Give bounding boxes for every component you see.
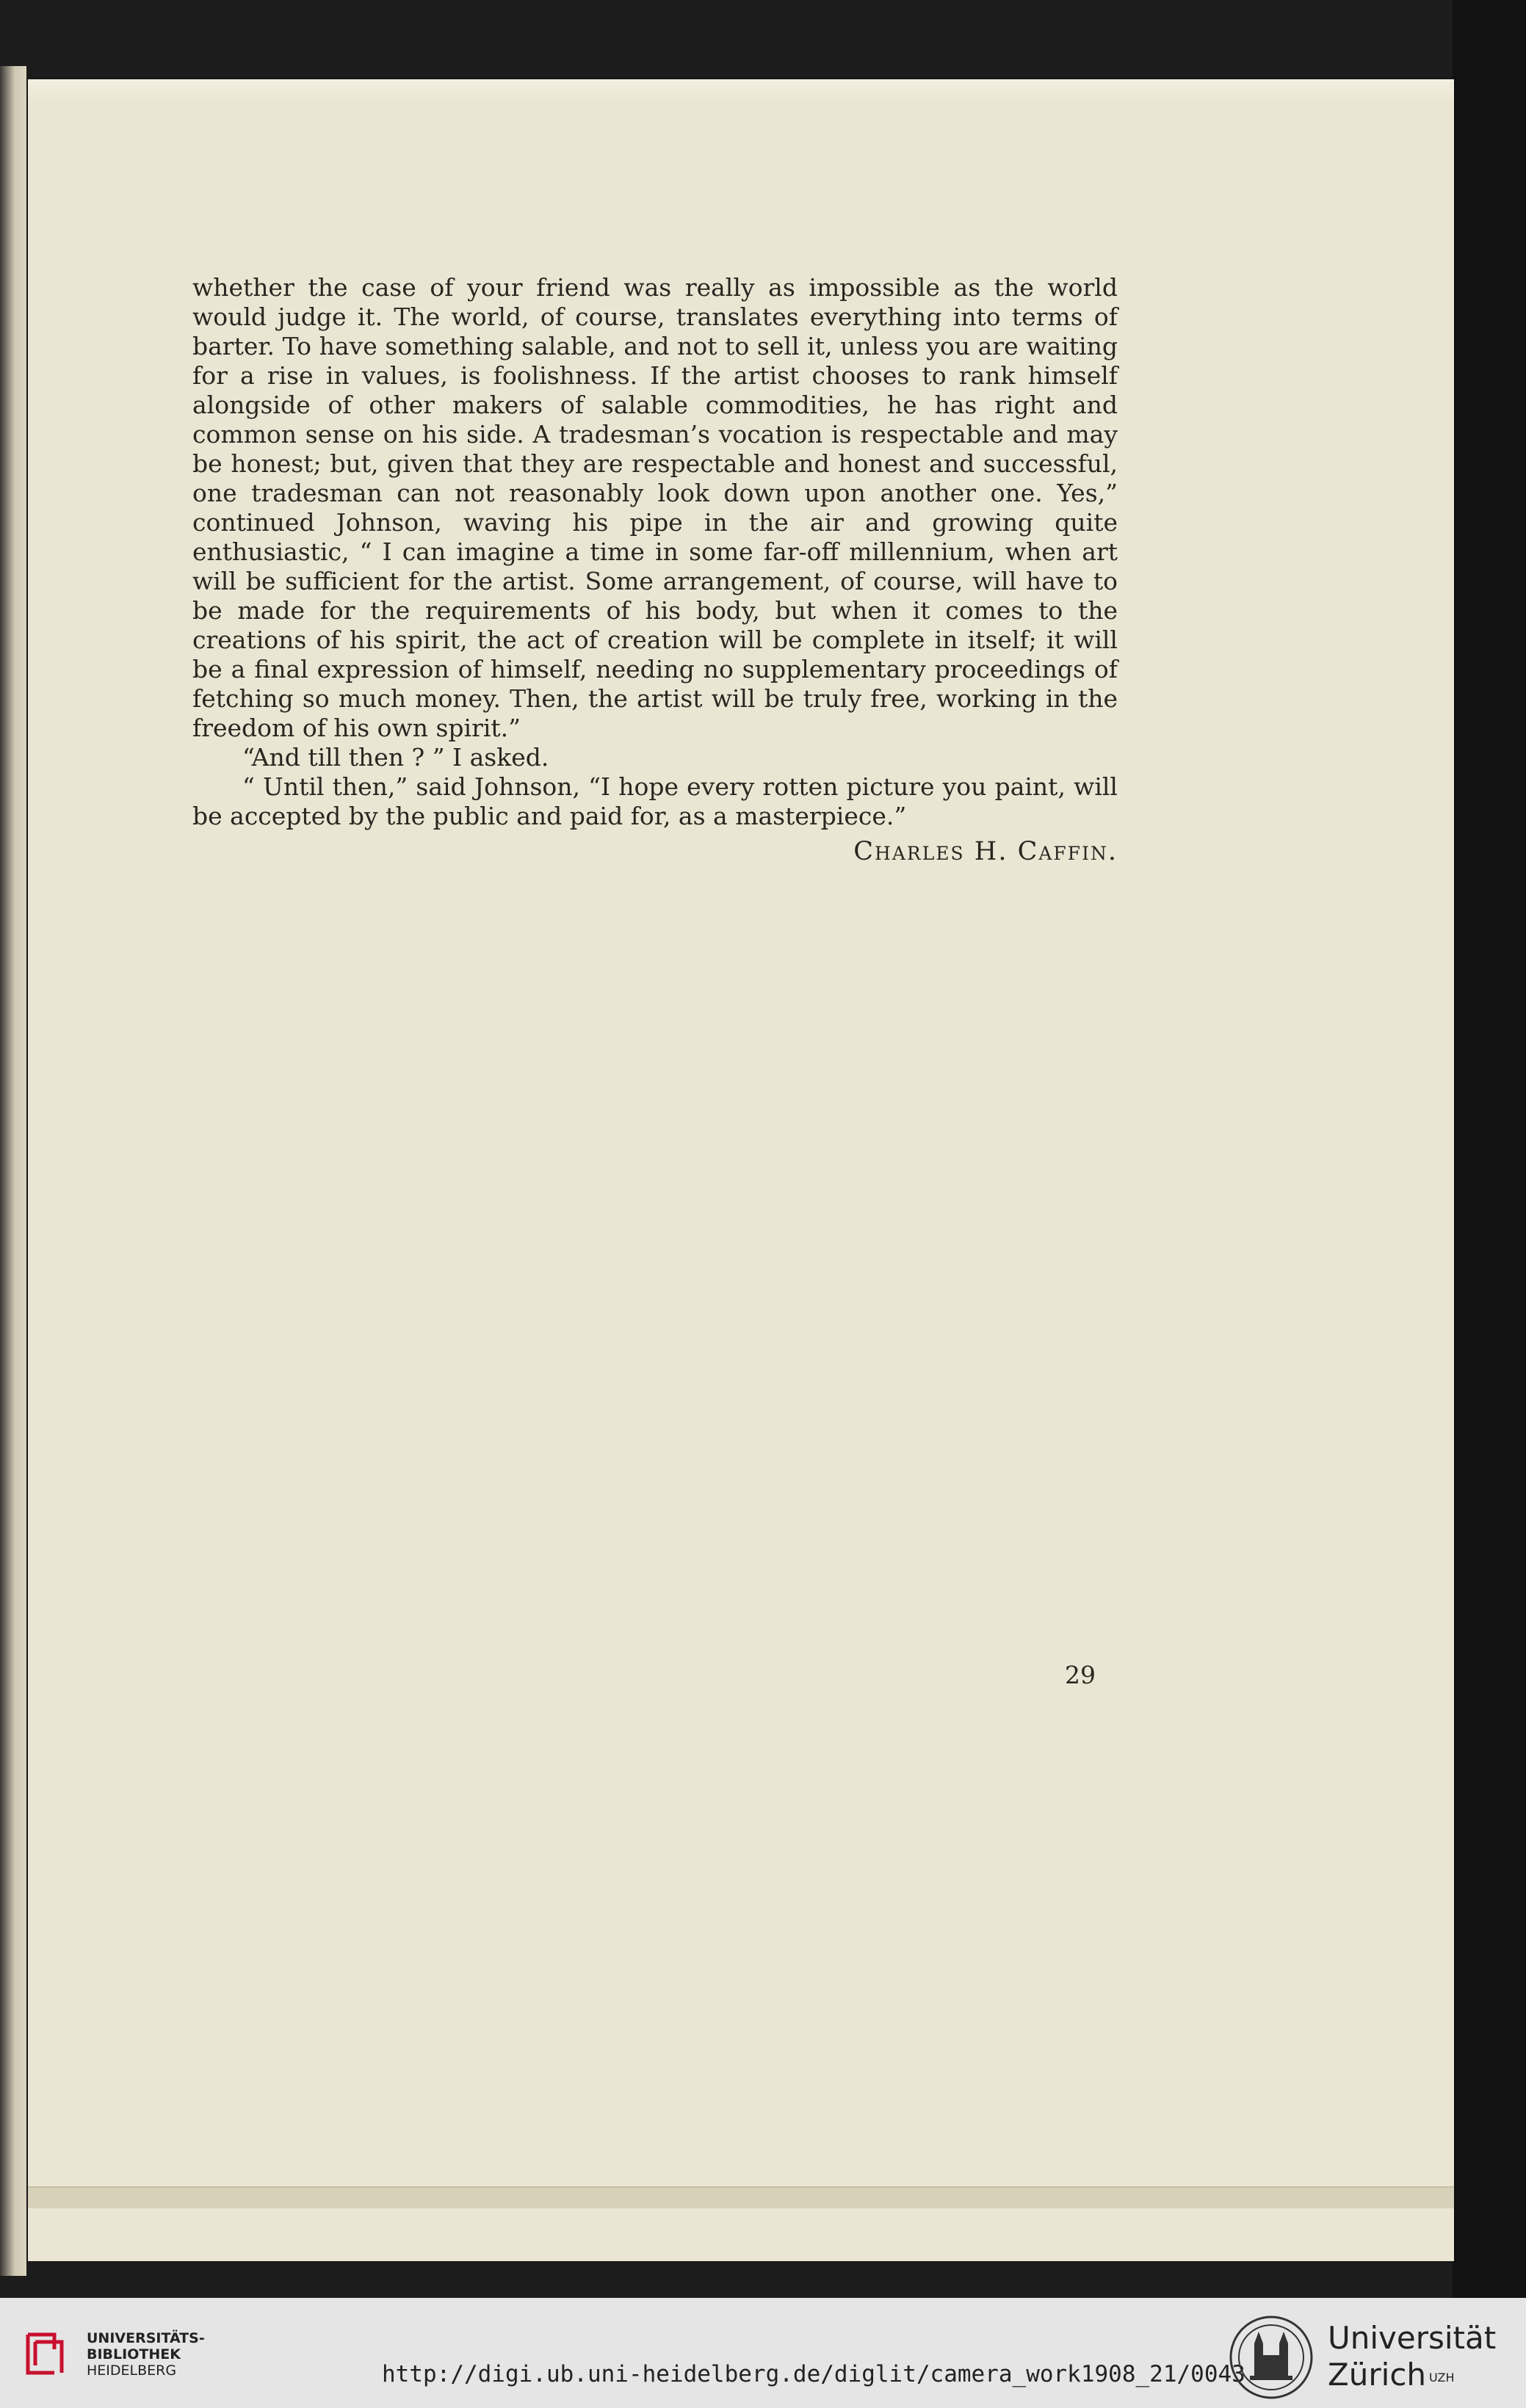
paragraph: whether the case of your friend was really as impossible as the world would judge it. The world, of course, translates everything into terms of barter. To have something salable, and not to sell it, unless you are waiting for a rise in values, is foolishness. If the artist chooses to rank himself alongside of other makers of salable commodities, he has right and common sense on his side. A tradesman’s vocation is respectable and may be honest; but, given that they are respectable and honest and successful, one tradesman can not reasonably look down upon another one. Yes,” continued Johnson, waving his pipe in the air and growing quite enthusiastic, “ I can imagine a time in some far-off millennium, when art will be sufficient for the artist. Some arrangement, of course, will have to be made for the requirements of his body, but when it comes to the creations of his spirit, the act of creation will be complete in itself; it will be a final expression of himself, needing no supplementary proceedings of fetching so much money. Then, the artist will be truly free, working in the freedom of his own spirit.” — [192, 273, 1118, 742]
page-number: 29 — [1065, 1661, 1096, 1689]
paragraph: “ Until then,” said Johnson, “I hope every rotten picture you paint, will be accepted by the public and paid for, as a masterpiece.” — [192, 772, 1118, 830]
author-signature: Charles H. Caffin. — [853, 837, 1118, 866]
book-spine-edge — [0, 66, 26, 2276]
ub-heidelberg-logo-icon — [22, 2327, 68, 2380]
uzh-wordmark: Universität Zürich $^{UZH}$ — [1328, 2320, 1497, 2393]
body-text — [192, 273, 1118, 866]
paragraph: “And till then ? ” I asked. — [242, 743, 549, 772]
scan-dark-margin — [1453, 0, 1526, 2298]
page-stack-edge — [28, 2186, 1454, 2208]
ub-heidelberg-wordmark: UNIVERSITÄTS- BIBLIOTHEK HEIDELBERG — [87, 2330, 205, 2379]
document-url-link[interactable]: http://digi.ub.uni-heidelberg.de/diglit/camera_work1908_21/0043 — [382, 2361, 1245, 2387]
viewer-footer — [0, 2298, 1526, 2408]
uzh-seal-icon — [1228, 2314, 1315, 2401]
